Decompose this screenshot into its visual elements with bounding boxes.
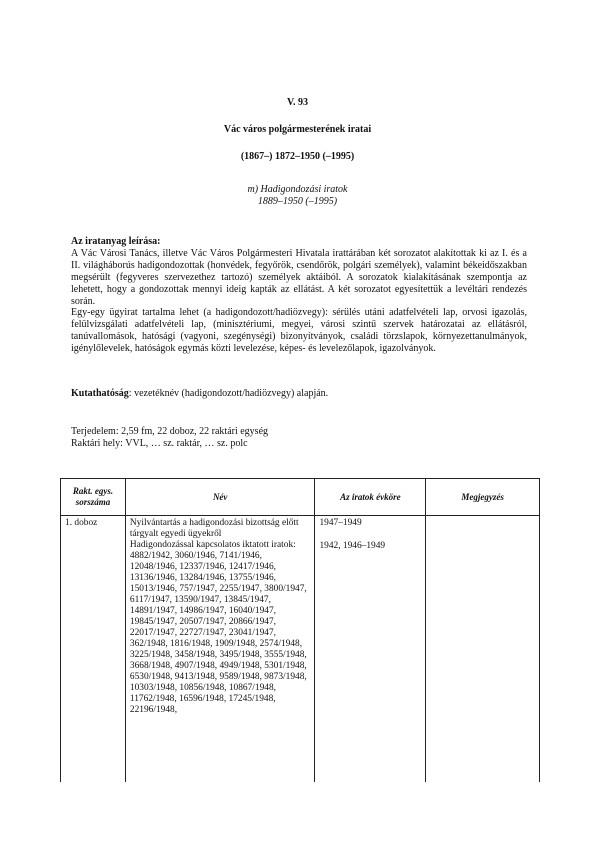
- research-text: : vezetéknév (hadigondozott/hadiözvegy) alapján.: [128, 388, 329, 399]
- header-notes: Megjegyzés: [426, 479, 540, 516]
- entry-file-numbers: 4882/1942, 3060/1946, 7141/1946, 12048/1946, 12337/1946, 12417/1946, 13136/1946, 13284/1946, 13755/1946, 15013/1946, 757/1947, 2255/1947, 3800/1947, 6117/1947, 13590/1947, 13845/1947, 14891/1947, 14986/1947, 16040/1947, 19845/1947, 20507/1947, 20866/1947, 22017/1947, 22727/1947, 23041/1947, 362/1948, 1816/1948, 1909/1948, 2574/1948, 3225/1948, 3458/1948, 3495/1948, 3555/1948, 3668/1948, 4907/1948, 4949/1948, 5301/1948, 6530/1948, 9413/1948, 9589/1948, 9873/1948, 10303/1948, 10856/1948, 10867/1948, 11762/1948, 16596/1948, 17245/1948, 22196/1948,: [129, 551, 307, 715]
- subseries-name: m) Hadigondozási iratok: [247, 184, 348, 195]
- cell-unit: 1. doboz: [61, 516, 126, 783]
- description-paragraph-1: A Vác Városi Tanács, illetve Vác Város Polgármesteri Hivatala irattárában két sorozatot alakítottak ki az I. és a II. világháborús hadigondozottak (honvédek, fegyőrök, csendőrök, polgári személyek), valamint békeidőszakban megsérült (fegyveres szervezethez tartozó) személyek aktáiból. A sorozatok kialakításának szempontja az lehetett, hogy a gondozottak mennyi ideig kapták az ellátást. A két sorozatot egyesítettük a levéltári rendezés során.: [71, 247, 527, 307]
- extent-line: Terjedelem: 2,59 fm, 22 doboz, 22 raktári egység: [71, 426, 269, 437]
- cell-note: [426, 516, 540, 783]
- entry-files-years: 1942, 1946–1949: [319, 541, 386, 551]
- description-label: Az iratanyag leírása:: [71, 236, 161, 247]
- header-name: Név: [125, 479, 315, 516]
- research-line: [71, 388, 527, 400]
- header-years: Az iratok évköre: [315, 479, 426, 516]
- entry-files-name: Hadigondozással kapcsolatos iktatott iratok:: [129, 540, 296, 550]
- research-label: Kutathatóság: [71, 388, 129, 399]
- table-header-row: [61, 479, 540, 516]
- volume-number: V. 93: [287, 97, 308, 108]
- description-block: [71, 236, 527, 355]
- fonds-title: Vác város polgármesterének iratai: [223, 124, 372, 135]
- description-paragraph-2: Egy-egy ügyirat tartalma lehet (a hadigondozott/hadiözvegy): sérülés utáni adatfelvételi lap, orvosi igazolás, felülvizsgálati adatfelvételi lap, (minisztériumi, megyei, városi szintű szervek határozatai az ellátásról, tanúvallomások, hatósági (vagyoni, szegénységi) bizonyítványok, családi törzslapok, környezettanulmányok, igénylőlevelek, hatóságok egymás közti levelezése, képes- és levelezőlapok, igazolványok.: [71, 307, 527, 355]
- storage-line: Raktári hely: VVL, … sz. raktár, … sz. polc: [71, 438, 248, 449]
- entry-register-name: Nyilvántartás a hadigondozási bizottság előtt tárgyalt egyedi ügyekről: [129, 518, 299, 539]
- inventory-table: [60, 478, 540, 782]
- fonds-years: (1867–) 1872–1950 (–1995): [240, 151, 355, 162]
- subseries-years: 1889–1950 (–1995): [257, 196, 338, 207]
- header-unit-number: Rakt. egys. sorszáma: [61, 479, 126, 516]
- cell-name: [125, 516, 315, 783]
- cell-years: [315, 516, 426, 783]
- table-row: [61, 516, 540, 783]
- entry-register-years: 1947–1949: [319, 518, 362, 528]
